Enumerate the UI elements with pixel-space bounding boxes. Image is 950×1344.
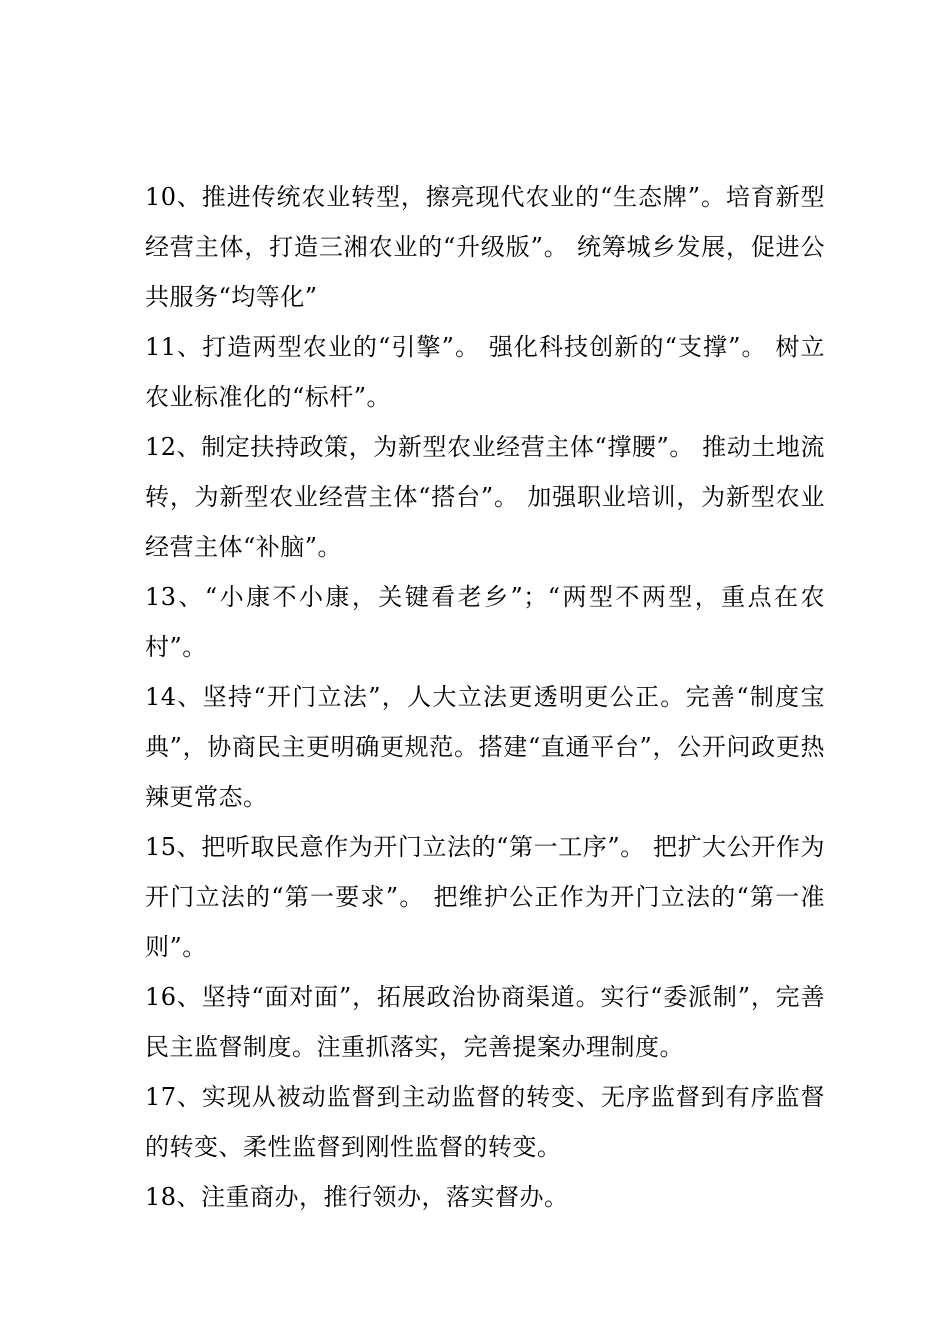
- paragraph-18: 18、注重商办，推行领办，落实督办。: [145, 1183, 569, 1211]
- paragraph-16: 16、坚持“面对面”，拓展政治协商渠道。实行“委派制”，完善民主监督制度。注重抓落实，完善提案办理制度。: [145, 983, 825, 1061]
- paragraph-14: 14、坚持“开门立法”，人大立法更透明更公正。完善“制度宝典”，协商民主更明确更规范。搭建“直通平台”，公开问政更热辣更常态。: [145, 683, 825, 811]
- paragraph-15: 15、把听取民意作为开门立法的“第一工序”。 把扩大公开作为开门立法的“第一要求”。 把维护公正作为开门立法的“第一准则”。: [145, 833, 825, 961]
- paragraph-13: 13、“小康不小康，关键看老乡”；“两型不两型，重点在农村”。: [145, 583, 825, 661]
- paragraph-10: 10、推进传统农业转型，擦亮现代农业的“生态牌”。培育新型经营主体，打造三湘农业的“升级版”。 统筹城乡发展，促进公共服务“均等化”: [145, 183, 825, 311]
- paragraph-17: 17、实现从被动监督到主动监督的转变、无序监督到有序监督的转变、柔性监督到刚性监督的转变。: [145, 1083, 825, 1161]
- document-body: [145, 172, 825, 1222]
- paragraph-11: 11、打造两型农业的“引擎”。 强化科技创新的“支撑”。 树立农业标准化的“标杆”。: [145, 333, 825, 411]
- paragraph-12: 12、制定扶持政策，为新型农业经营主体“撑腰”。 推动土地流转，为新型农业经营主体“搭台”。 加强职业培训，为新型农业经营主体“补脑”。: [145, 433, 825, 561]
